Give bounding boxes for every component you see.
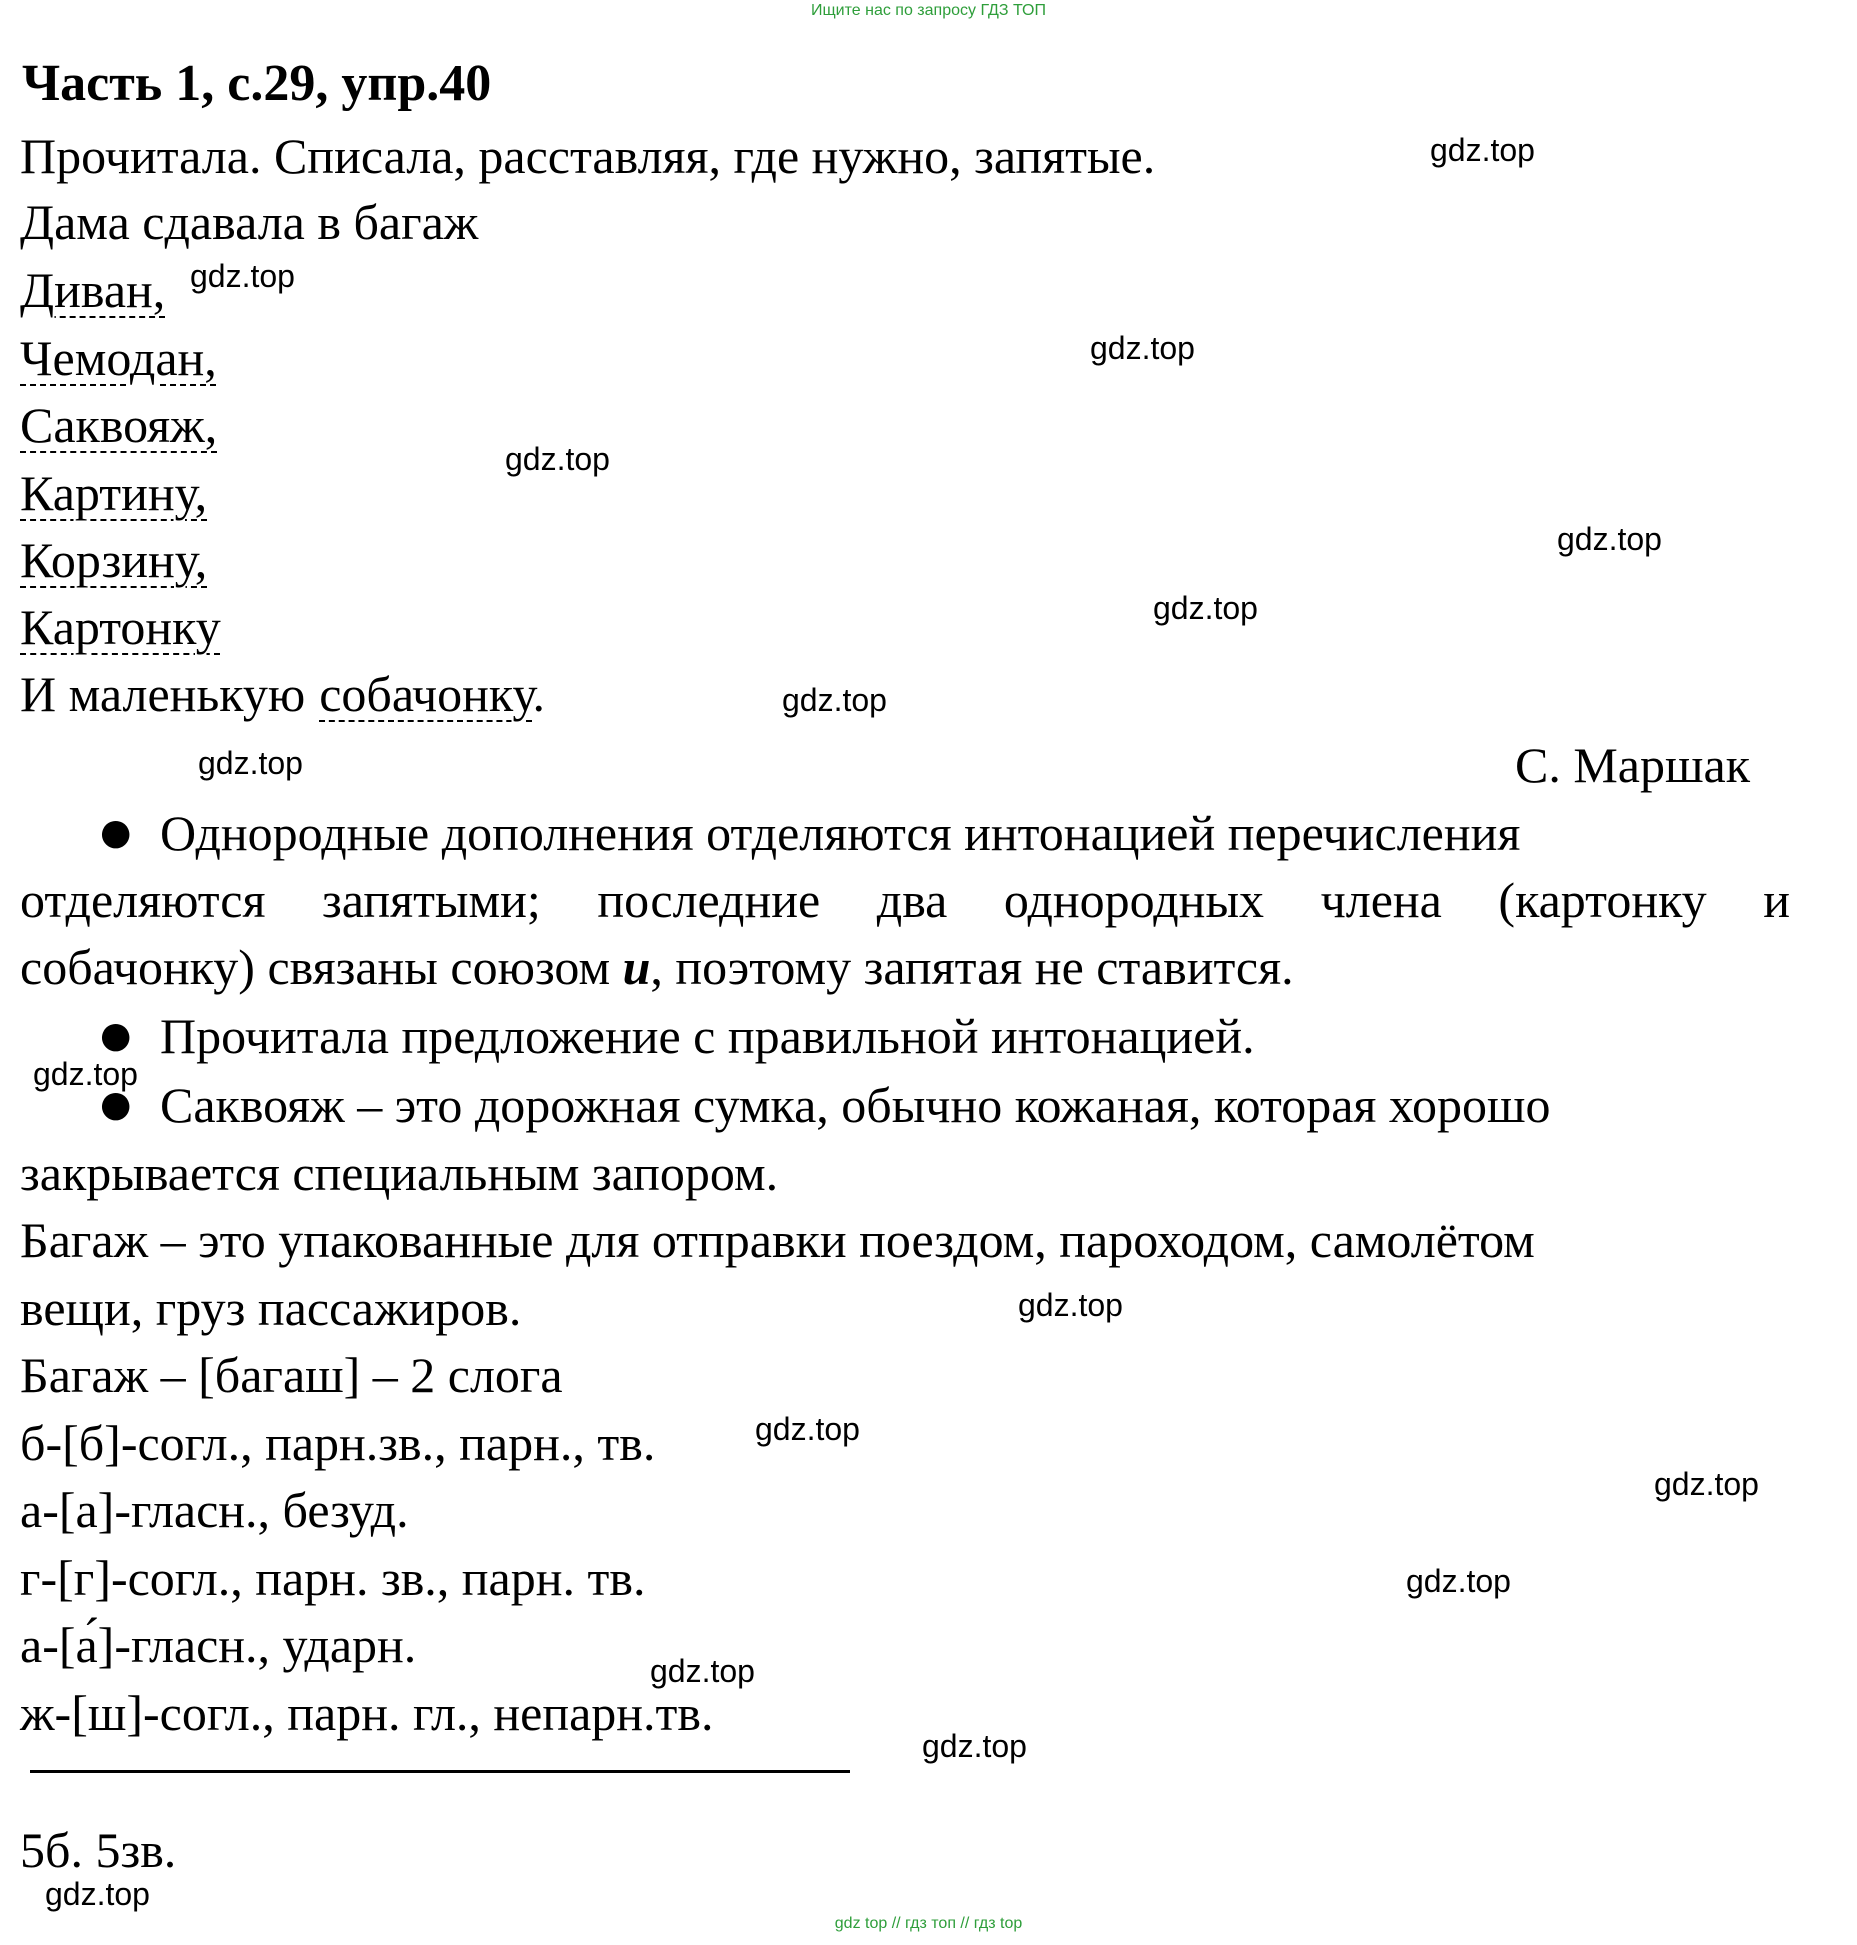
poem-item-text: Картину, [20, 465, 208, 521]
analysis-summary: 5б. 5зв. [20, 1822, 177, 1878]
watermark: gdz.top [922, 1728, 1027, 1764]
watermark: gdz.top [1557, 521, 1662, 557]
baggage-def-line-1: Багаж – это упакованные для отправки поездом, пароходом, самолётом [20, 1212, 1535, 1268]
poem-item [20, 262, 166, 318]
watermark: gdz.top [1406, 1563, 1511, 1599]
watermark: gdz.top [1018, 1287, 1123, 1323]
top-banner: Ищите нас по запросу ГДЗ ТОП [811, 2, 1046, 19]
watermark: gdz.top [650, 1653, 755, 1689]
poem-item-text: Корзину, [20, 532, 208, 588]
bullet-3-text: Саквояж – это дорожная сумка, обычно кожаная, которая хорошо [160, 1077, 1551, 1133]
bullet-3-line-1 [20, 1077, 1551, 1133]
intro-text: Прочитала. Списала, расставляя, где нужно, запятые. [20, 128, 1156, 184]
bullet-1-text-a: собачонку) связаны союзом [20, 939, 623, 995]
watermark: gdz.top [505, 441, 610, 477]
watermark: gdz.top [45, 1876, 150, 1912]
bullet-1-text: Однородные дополнения отделяются интонацией перечисления [160, 805, 1521, 861]
baggage-def-line-2: вещи, груз пассажиров. [20, 1280, 522, 1336]
poem-last-line [20, 666, 545, 722]
poem-last-prefix: И маленькую [20, 666, 306, 722]
poem-last-word: собачонку [319, 666, 533, 722]
analysis-row: г-[г]-согл., парн. зв., парн. тв. [20, 1550, 646, 1606]
bullet-icon: ● [100, 1015, 132, 1056]
watermark: gdz.top [198, 745, 303, 781]
divider [30, 1770, 850, 1773]
watermark: gdz.top [1153, 590, 1258, 626]
watermark: gdz.top [1654, 1466, 1759, 1502]
watermark: gdz.top [1430, 132, 1535, 168]
bullet-2 [20, 1008, 1255, 1064]
poem-item [20, 330, 217, 386]
bullet-3-line-2: закрывается специальным запором. [20, 1145, 779, 1201]
conjunction: и [622, 939, 651, 995]
bullet-1-text-b: , поэтому запятая не ставится. [650, 939, 1294, 995]
analysis-header: Багаж – [багаш] – 2 слога [20, 1347, 563, 1403]
page-title: Часть 1, с.29, упр.40 [22, 55, 492, 112]
poem-item-text: Саквояж, [20, 397, 218, 453]
analysis-row: а-[а]-гласн., безуд. [20, 1482, 409, 1538]
watermark: gdz.top [190, 258, 295, 294]
analysis-row: а-[а́]-гласн., ударн. [20, 1617, 417, 1673]
watermark: gdz.top [33, 1056, 138, 1092]
bullet-1-line-2: отделяются запятыми; последние два однородных члена (картонку и [20, 872, 1790, 928]
poem-item [20, 397, 218, 453]
footer-banner: gdz top // гдз топ // гдз top [834, 1915, 1023, 1932]
poem-item-text: Диван, [20, 262, 166, 318]
bullet-1-line-1 [20, 805, 1521, 861]
poem-item [20, 465, 208, 521]
poem-item-text: Чемодан, [20, 330, 217, 386]
poem-item [20, 599, 221, 655]
poem-author: С. Маршак [1515, 737, 1750, 793]
analysis-row: б-[б]-согл., парн.зв., парн., тв. [20, 1415, 656, 1471]
bullet-icon: ● [100, 1084, 132, 1125]
bullet-icon: ● [100, 812, 132, 853]
poem-item [20, 532, 208, 588]
watermark: gdz.top [1090, 330, 1195, 366]
bullet-2-text: Прочитала предложение с правильной интонацией. [160, 1008, 1255, 1064]
bullet-1-line-3 [20, 939, 1294, 995]
watermark: gdz.top [782, 682, 887, 718]
watermark: gdz.top [755, 1411, 860, 1447]
poem-item-text: Картонку [20, 599, 221, 655]
poem-last-suffix: . [532, 666, 545, 722]
poem-first-line: Дама сдавала в багаж [20, 194, 479, 250]
analysis-row: ж-[ш]-согл., парн. гл., непарн.тв. [20, 1685, 714, 1741]
